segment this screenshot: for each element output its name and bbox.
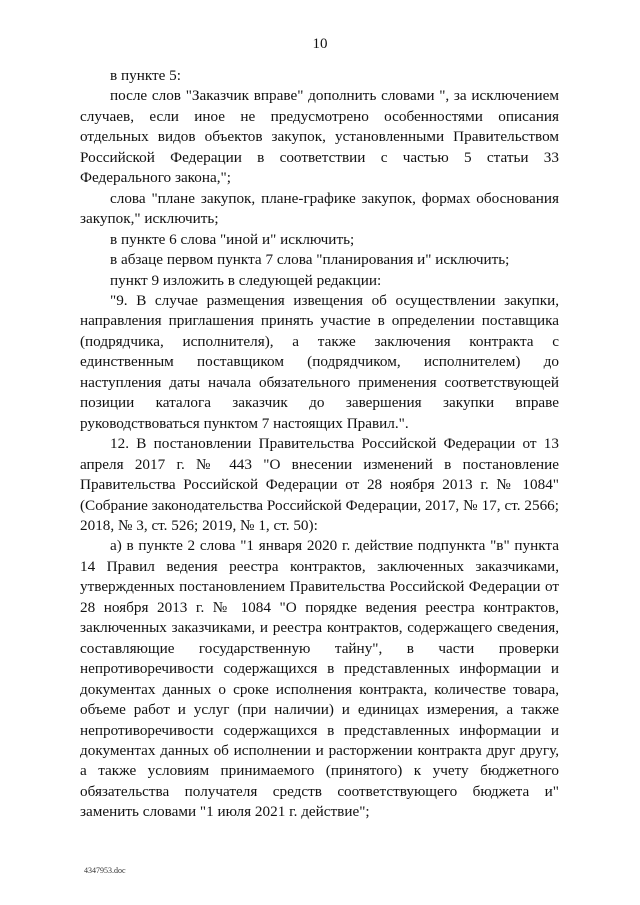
- paragraph-3: слова "плане закупок, плане-графике закупок, формах обоснования закупок," исключить;: [80, 189, 559, 228]
- document-file-code: 4347953.doc: [84, 866, 126, 875]
- paragraph-1: в пункте 5:: [110, 67, 181, 84]
- page-number: 10: [312, 36, 328, 52]
- paragraph-5: в абзаце первом пункта 7 слова "планирования и" исключить;: [110, 251, 510, 269]
- paragraph-4: в пункте 6 слова "иной и" исключить;: [110, 230, 355, 248]
- paragraph-2: после слов "Заказчик вправе" дополнить словами ", за исключением случаев, если иное не предусмотрено особенностями описания отдельных видов объектов закупок, установленными Правительством Российской Федерации в соответствии с частью 5 статьи 33 Федерального закона,";: [80, 87, 559, 187]
- paragraph-6: пункт 9 изложить в следующей редакции:: [110, 271, 382, 289]
- paragraph-7: "9. В случае размещения извещения об осуществлении закупки, направления приглашения принять участие в определении поставщика (подрядчика, исполнителя), а также заключения контракта с единственным поставщиком (подрядчиком, исполнителем) до наступления даты начала обязательного применения соответствующей позиции каталога заказчик до завершения закупки вправе руководствоваться пунктом 7 настоящих Правил.".: [80, 291, 559, 432]
- paragraph-8: 12. В постановлении Правительства Российской Федерации от 13 апреля 2017 г. № 443 "О внесении изменений в постановление Правительства Российской Федерации от 28 ноября 2013 г. № 1084" (Собрание законодательства Российской Федерации, 2017, № 17, ст. 2566; 2018, № 3, ст. 526; 2019, № 1, ст. 50):: [80, 435, 559, 534]
- document-body: [80, 66, 559, 823]
- paragraph-9: а) в пункте 2 слова "1 января 2020 г. действие подпункта "в" пункта 14 Правил ведения реестра контрактов, заключенных заказчиками, утвержденных постановлением Правительства Российской Федерации от 28 ноября 2013 г. № 1084 "О порядке ведения реестра контрактов, заключенных заказчиками, и реестра контрактов, содержащего сведения, составляющие государственную тайну", в части проверки непротиворечивости содержащихся в представленных информации и документах данных о сроке исполнения контракта, количестве товара, объеме работ и услуг (при наличии) и единицах измерения, а также непротиворечивости содержащихся в представленных информации и документах данных об исполнении и расторжении контракта друг другу, а также условиям принимаемого (принятого) к учету бюджетного обязательства получателя средств соответствующего бюджета и" заменить словами "1 июля 2021 г. действие";: [80, 537, 559, 821]
